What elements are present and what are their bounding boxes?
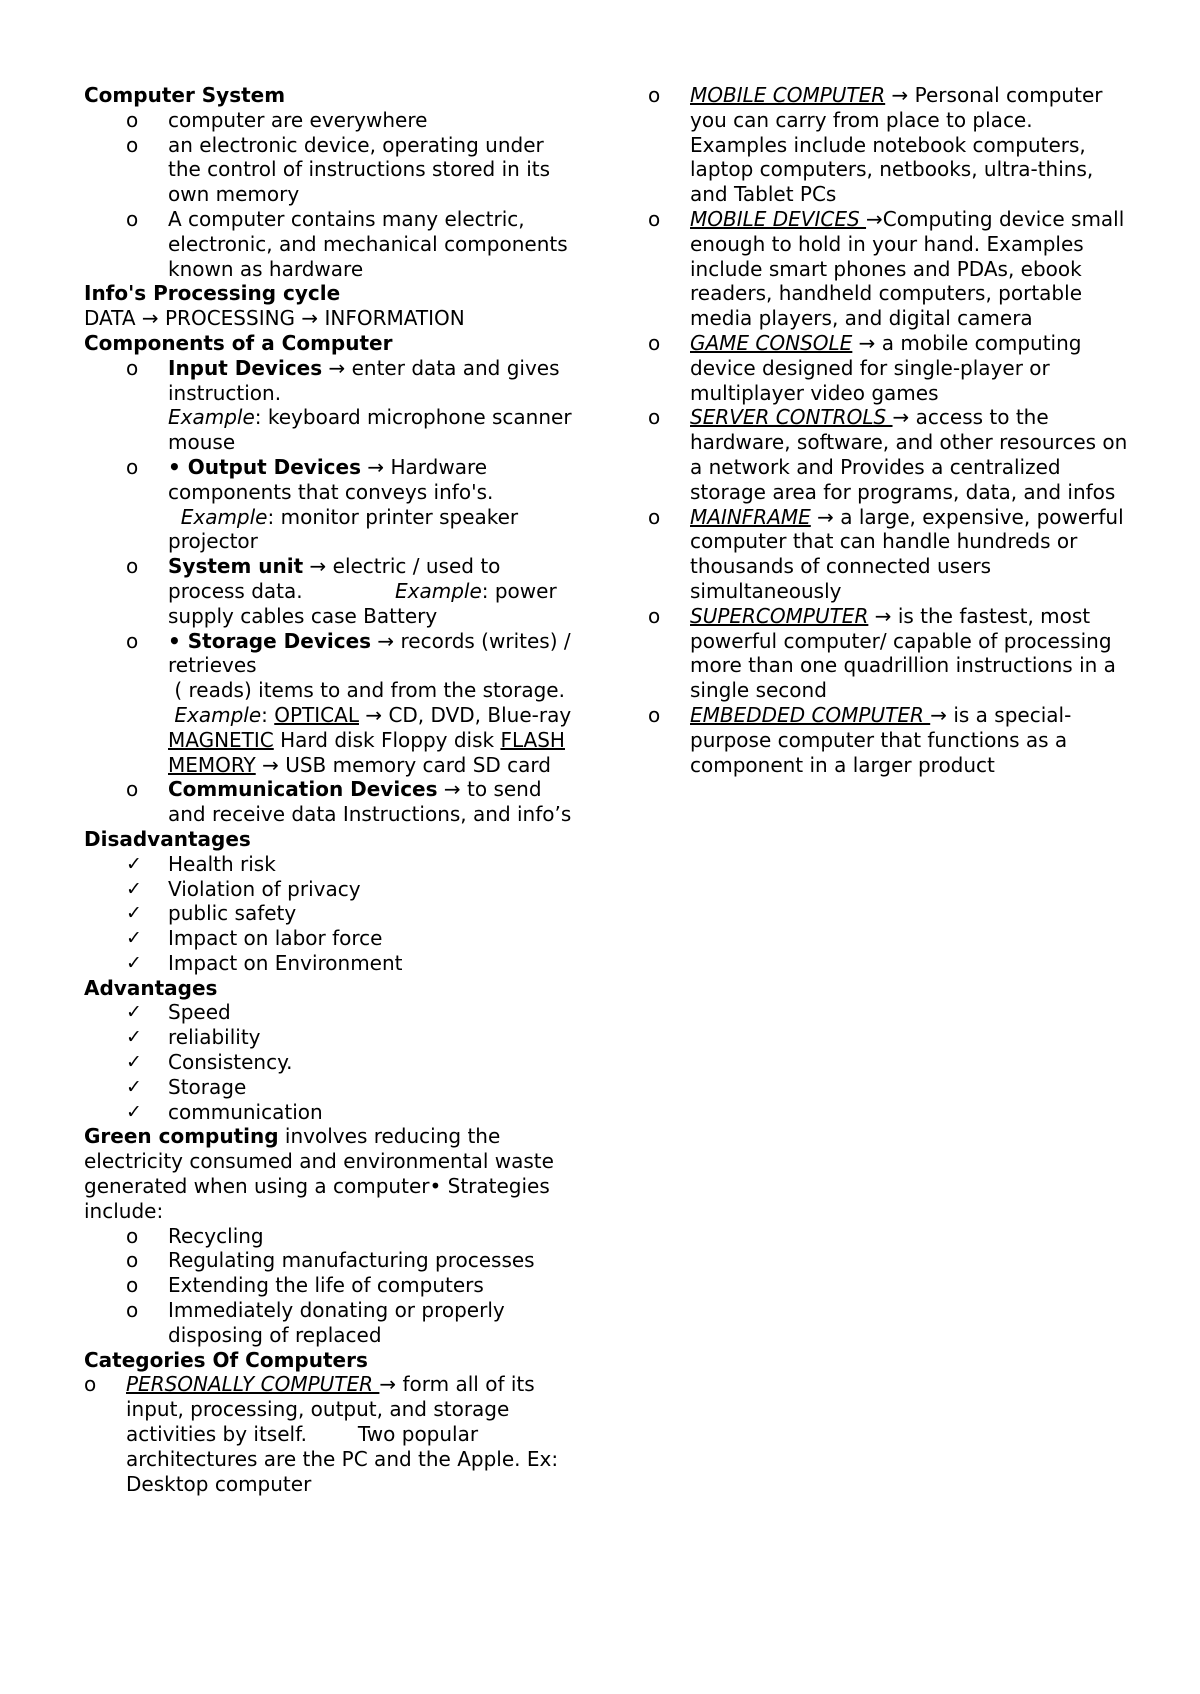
list-item: ✓ Speed (126, 1000, 231, 1025)
checkmark-icon: ✓ (126, 852, 142, 875)
categories-list (84, 1372, 574, 1496)
checkmark-icon: ✓ (126, 1026, 142, 1049)
checkmark-icon: ✓ (126, 1051, 142, 1074)
bullet-marker: o (126, 1223, 139, 1248)
bullet-marker: o (84, 1372, 97, 1397)
bullet-marker: o (126, 132, 139, 157)
checkmark-icon: ✓ (126, 951, 142, 974)
list-item-game-console: o GAME CONSOLE → a mobile computing device designed for single-player or multiplayer video games (648, 330, 1082, 405)
list-item: o Recycling (126, 1223, 264, 1248)
processing-cycle-text: DATA → PROCESSING → INFORMATION (84, 306, 465, 331)
bullet-marker: o (126, 554, 139, 579)
list-item-supercomputer: o SUPERCOMPUTER → is the fastest, most powerful computer/ capable of processing more than one quadrillion instructions in a single second (648, 603, 1116, 703)
right-column (648, 83, 1134, 777)
list-item-embedded-computer: o EMBEDDED COMPUTER → is a special-purpose computer that functions as a component in a larger product (648, 702, 1072, 777)
list-item: ✓ Health risk (126, 851, 276, 876)
list-item: o Regulating manufacturing processes (126, 1248, 535, 1273)
checkmark-icon: ✓ (126, 1075, 142, 1098)
disadvantages-list (84, 852, 574, 976)
heading-categories: Categories Of Computers (84, 1347, 368, 1372)
list-item: ✓ public safety (126, 901, 297, 926)
bullet-marker: o (648, 603, 661, 628)
computer-categories-list (648, 83, 1134, 777)
bullet-marker: o (648, 504, 661, 529)
list-item-mobile-devices: o MOBILE DEVICES →Computing device small enough to hold in your hand. Examples include smart phones and PDAs, ebook readers, handheld computers, portable media players, and digital camera (648, 206, 1125, 331)
bullet-marker: o (126, 628, 139, 653)
heading-disadvantages: Disadvantages (84, 826, 251, 851)
checkmark-icon: ✓ (126, 1001, 142, 1024)
heading-components: Components of a Computer (84, 330, 393, 355)
list-item-communication-devices: o Communication Devices → to send and receive data Instructions, and info’s (126, 777, 572, 827)
list-item: ✓ communication (126, 1099, 323, 1124)
bullet-marker: o (648, 206, 661, 231)
computer-system-list (84, 108, 574, 282)
bullet-marker: o (126, 355, 139, 380)
heading-computer-system: Computer System (84, 83, 286, 107)
list-item: ✓ Consistency. (126, 1050, 293, 1075)
green-strategies-list (84, 1224, 574, 1348)
list-item: o computer are everywhere (126, 107, 428, 132)
list-item-input-devices: o Input Devices → enter data and gives instruction. Example: keyboard microphone scanner mouse (126, 355, 572, 455)
bullet-marker: o (648, 83, 661, 107)
checkmark-icon: ✓ (126, 1100, 142, 1123)
list-item: ✓ Violation of privacy (126, 876, 361, 901)
bullet-marker: o (126, 1273, 139, 1298)
checkmark-icon: ✓ (126, 927, 142, 950)
bullet-marker: o (126, 206, 139, 231)
list-item-server-controls: o SERVER CONTROLS → access to the hardware, software, and other resources on a network and Provides a centralized storage area for programs, data, and infos (648, 405, 1128, 504)
list-item-storage-devices: o • Storage Devices → records (writes) / retrieves ( reads) items to and from the storage. Example: OPTICAL → CD, DVD, Blue-ray MAGNETIC Hard disk Floppy disk FLASH MEMORY → USB memory card SD card (126, 628, 572, 777)
green-computing-paragraph: Green computing involves reducing the electricity consumed and environmental waste generated when using a computer• Strategies include: (84, 1124, 554, 1223)
heading-processing-cycle: Info's Processing cycle (84, 281, 341, 306)
list-item: o Immediately donating or properly disposing of replaced (126, 1298, 505, 1347)
list-item: ✓ Impact on labor force (126, 926, 383, 951)
checkmark-icon: ✓ (126, 902, 142, 925)
list-item: ✓ Storage (126, 1074, 247, 1099)
bullet-marker: o (126, 777, 139, 802)
list-item-personally-computer: o PERSONALLY COMPUTER → form all of its input, processing, output, and storage activities by itself. Two popular architectures are the PC and the Apple. Ex: Desktop computer (84, 1372, 565, 1496)
list-item: o A computer contains many electric, electronic, and mechanical components known as hardware (126, 206, 568, 281)
list-item-system-unit: o System unit → electric / used to process data. Example: power supply cables case Battery (126, 554, 557, 628)
list-item-mobile-computer: o MOBILE COMPUTER → Personal computer you can carry from place to place. Examples include notebook computers, laptop computers, netbooks, ultra-thins, and Tablet PCs (648, 83, 1103, 207)
bullet-marker: o (126, 107, 139, 132)
bullet-marker: o (126, 454, 139, 479)
list-item-mainframe: o MAINFRAME → a large, expensive, powerful computer that can handle hundreds or thousands of connected users simultaneously (648, 504, 1124, 603)
left-column (84, 83, 574, 1496)
bullet-marker: o (648, 405, 661, 430)
list-item: ✓ Impact on Environment (126, 950, 403, 975)
bullet-marker: o (126, 1298, 139, 1323)
checkmark-icon: ✓ (126, 877, 142, 900)
bullet-marker: o (648, 330, 661, 355)
list-item: o Extending the life of computers (126, 1273, 484, 1298)
heading-advantages: Advantages (84, 975, 218, 1000)
list-item: ✓ reliability (126, 1025, 261, 1050)
bullet-marker: o (648, 702, 661, 727)
list-item: o an electronic device, operating under the control of instructions stored in its own memory (126, 132, 551, 207)
bullet-marker: o (126, 1248, 139, 1273)
components-list (84, 356, 574, 827)
list-item-output-devices: o • Output Devices → Hardware components that conveys info's. Example: monitor printer speaker projector (126, 454, 519, 554)
advantages-list (84, 1000, 574, 1124)
